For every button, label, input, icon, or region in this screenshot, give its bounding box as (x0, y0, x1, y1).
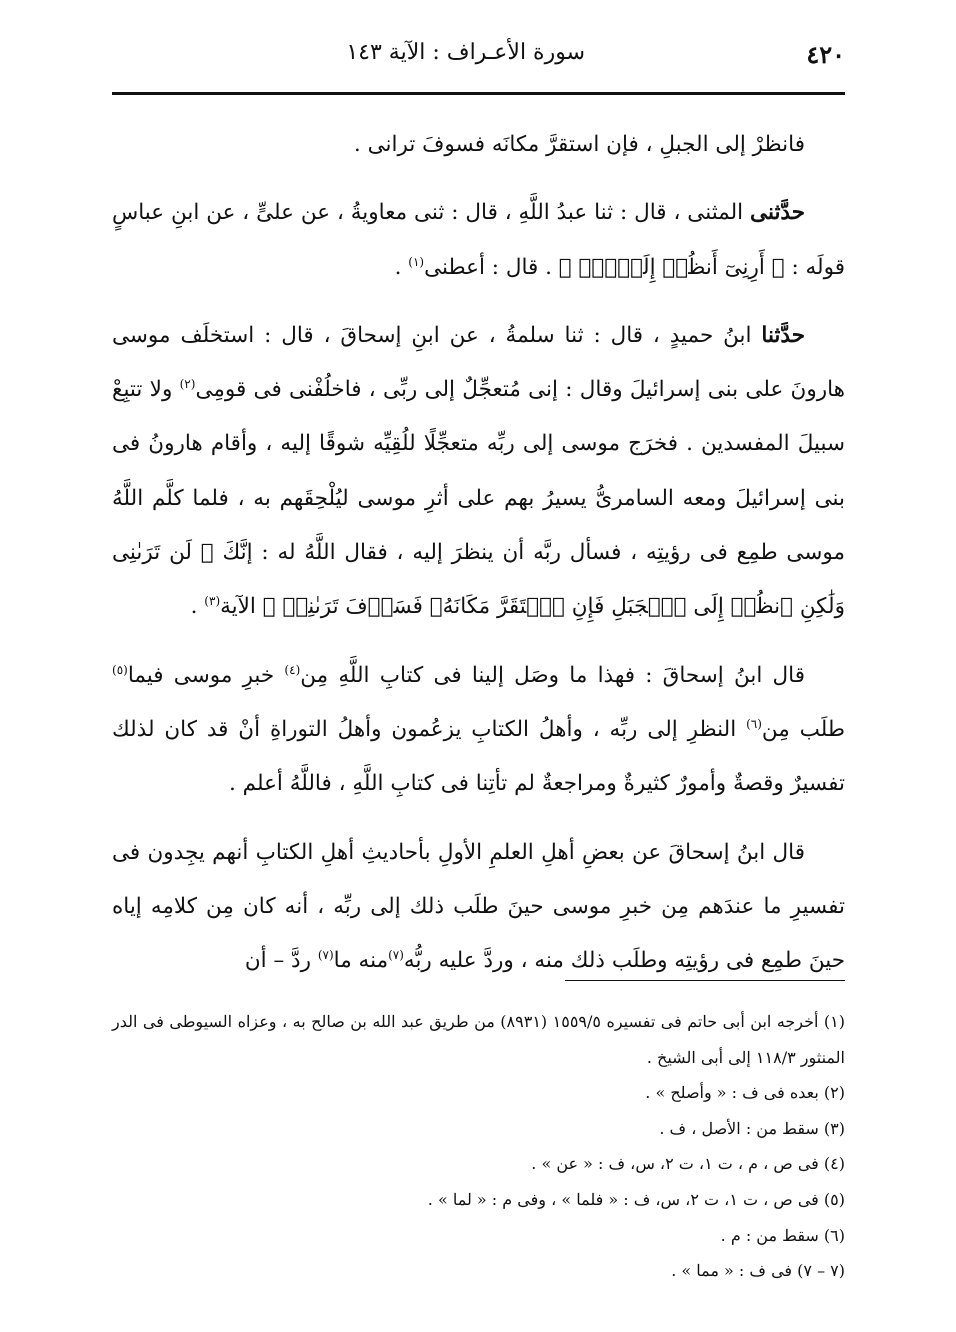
footnote-ref: (٣) (204, 594, 221, 609)
page-header (112, 38, 845, 78)
p4-text-b: خبرِ موسى فيما (127, 662, 285, 688)
p4-text-d: النظرِ إلى ربِّه ، وأهلُ الكتابِ يزعُمون وأهلُ التوراةِ أنْ قد كان لذلك تفسيرٌ وقصةٌ وأمورٌ كثيرةٌ ومراجعةٌ لم تأتِنا فى كتابِ اللَّهِ ، فاللَّهُ أعلم . (112, 716, 845, 797)
p2-lead: حدَّثنى (750, 200, 805, 226)
footnotes (112, 1004, 845, 1289)
footnote-2: (٢) بعده فى ف : « وأصلح » . (645, 1083, 845, 1103)
footnote-7: (٧ – ٧) فى ف : « مما » . (671, 1261, 845, 1281)
p3-lead: حدَّثنا (761, 322, 805, 348)
paragraph-5 (112, 826, 845, 989)
p2-text: المثنى ، قال : ثنا عبدُ اللَّهِ ، قال : ثنى معاويةُ ، عن علىٍّ ، عن ابنِ عباسٍ قولَه : ﴿ أَرِنِىٓ أَنظُرۡ إِلَيۡكَۚ ﴾ . قال : أعطنى (112, 200, 845, 280)
footnote-4: (٤) فى ص ، م ، ت ١، ت ٢، س، ف : « عن » . (531, 1154, 845, 1174)
footnote-ref: (٤) (284, 662, 301, 677)
footnote-6: (٦) سقط من : م . (720, 1225, 845, 1245)
page-number: ٤٢٠ (806, 40, 845, 69)
p5-text-a: قال ابنُ إسحاقَ عن بعضِ أهلِ العلمِ الأولِ بأحاديثِ أهلِ الكتابِ أنهم يجِدون فى تفسيرِ ما عندَهم مِن خبرِ موسى حينَ طلَب ذلك إلى ربِّه ، أنه كان مِن كلامِه إياه حينَ طمِع فى رؤيتِه وطلَب ذلك منه ، وردَّ عليه ربُّه (112, 839, 845, 974)
p2-end: . (394, 254, 409, 280)
paragraph-2 (112, 186, 845, 295)
footnote-3: (٣) سقط من : الأصل ، ف . (659, 1118, 845, 1138)
running-title: سورة الأعـراف : الآية ١٤٣ (346, 40, 585, 65)
paragraph-3 (112, 309, 845, 635)
p3-end: . (190, 594, 205, 620)
footnote-5: (٥) فى ص ، ت ١، ت ٢، س، ف : « فلما » ، وفى م : « لما » . (427, 1189, 845, 1209)
p1-text: فانظرْ إلى الجبلِ ، فإن استقرَّ مكانَه فسوفَ ترانى . (353, 132, 805, 157)
footnote-ref: (١) (408, 254, 425, 269)
footnote-1: (١) أخرجه ابن أبى حاتم فى تفسيره ١٥٥٩/٥ (٨٩٣١) من طريق عبد الله بن صالح به ، وعزاه السيوطى فى الدر المنثور ١١٨/٣ إلى أبى الشيخ . (112, 1012, 846, 1067)
footnote-ref: (٥) (112, 662, 128, 677)
footnote-ref: (٧) (317, 948, 334, 962)
p4-text-c: طلَب مِن (761, 716, 845, 742)
footnote-ref: (٢) (179, 377, 196, 392)
main-text (112, 118, 845, 1002)
paragraph-4 (112, 649, 845, 812)
p3-text-b: ولا تتبِعْ سبيلَ المفسدين . فخرَج موسى إلى ربِّه متعجِّلًا للُقِيِّه شوقًا إليه ، وأقام هارونُ فى بنى إسرائيلَ ومعه السامرىُّ يسيرُ بهم على أثرِ موسى ليُلْحِقَهم به ، فلما كلَّم اللَّهُ موسى طمِع فى رؤيتِه ، فسأل ربَّه أن ينظرَ إليه ، فقال اللَّهُ له : إنَّكَ ﴿ لَن تَرَىٰنِى وَلَٰكِنِ ٱنظُرۡ إِلَى ٱلۡجَبَلِ فَإِنِ ٱسۡتَقَرَّ مَكَانَهُۥ فَسَوۡفَ تَرَىٰنِىۚ ﴾ الآية (112, 377, 845, 620)
p4-text-a: قال ابنُ إسحاقَ : فهذا ما وصَل إلينا فى كتابِ اللَّهِ مِن (300, 662, 805, 688)
p5-text-c: ردَّ – أن (244, 948, 318, 974)
footnote-separator (565, 980, 845, 981)
paragraph-1 (112, 118, 845, 172)
header-rule (112, 92, 845, 95)
footnote-ref: (٧) (388, 948, 404, 962)
p3-text-a: ابنُ حميدٍ ، قال : ثنا سلمةُ ، عن ابنِ إسحاقَ ، قال : استخلَف موسى هارونَ على بنى إسرائيلَ وقال : إنى مُتعجِّلٌ إلى ربِّى ، فاخلُفْنى فى قومِى (112, 322, 846, 403)
p5-text-b: منه ما (333, 948, 389, 974)
footnote-ref: (٦) (746, 716, 762, 731)
